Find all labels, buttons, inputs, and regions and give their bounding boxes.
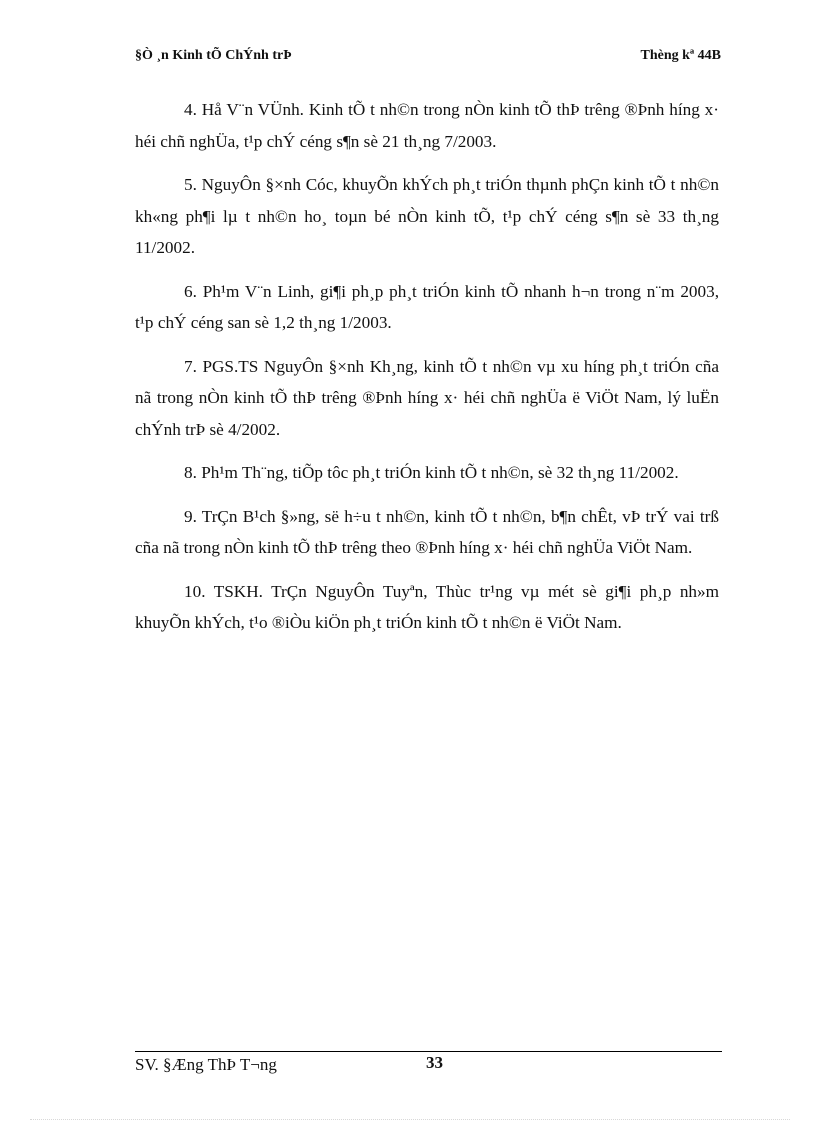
header-course-title: §Ò ¸n Kinh tÕ ChÝnh trÞ <box>135 48 292 63</box>
reference-item-8: 8. Ph¹m Th¨ng, tiÕp tôc ph¸t triÓn kinh tÕ t nh©n, sè 32 th¸ng 11/2002. <box>184 463 679 482</box>
footer-divider <box>135 1051 722 1052</box>
reference-item-5: 5. NguyÔn §×nh Cóc, khuyÕn khÝch ph¸t triÓn thµnh phÇn kinh tÕ t nh©n kh«ng ph¶i lµ t nh©n ho¸ toµn bé nÒn kinh tÕ, t¹p chÝ céng s¶n sè 33 th¸ng 11/2002. <box>135 175 719 257</box>
reference-item-4: 4. Hå V¨n VÜnh. Kinh tÕ t nh©n trong nÒn kinh tÕ thÞ trêng ®Þnh híng x· héi chñ nghÜa, t¹p chÝ céng s¶n sè 21 th¸ng 7/2003. <box>135 100 719 151</box>
reference-item-7: 7. PGS.TS NguyÔn §×nh Kh¸ng, kinh tÕ t nh©n vµ xu híng ph¸t triÓn cña nã trong nÒn kinh tÕ thÞ trêng ®Þnh híng x· héi chñ nghÜa ë ViÖt Nam, lý luËn chÝnh trÞ sè 4/2002. <box>135 356 719 439</box>
reference-list <box>135 94 719 651</box>
page-bottom-edge <box>30 1119 790 1120</box>
header-class-code: Thèng kª 44B <box>640 48 721 63</box>
reference-item-9: 9. TrÇn B¹ch §»ng, së h÷u t nh©n, kinh tÕ t nh©n, b¶n chÊt, vÞ trÝ vai trß cña nã trong nÒn kinh tÕ thÞ trêng theo ®Þnh híng x· héi chñ nghÜa ViÖt Nam. <box>135 506 719 557</box>
reference-item-6: 6. Ph¹m V¨n Linh, gi¶i ph¸p ph¸t triÓn kinh tÕ nhanh h¬n trong n¨m 2003, t¹p chÝ céng san sè 1,2 th¸ng 1/2003. <box>135 281 719 332</box>
page-header <box>135 48 721 70</box>
footer-student-name: SV. §Æng ThÞ T¬ng <box>135 1055 277 1074</box>
page-number: 33 <box>426 1053 443 1072</box>
reference-item-10: 10. TSKH. TrÇn NguyÔn Tuyªn, Thùc tr¹ng vµ mét sè gi¶i ph¸p nh»m khuyÕn khÝch, t¹o ®iÒu kiÖn ph¸t triÓn kinh tÕ t nh©n ë ViÖt Nam. <box>135 581 719 632</box>
